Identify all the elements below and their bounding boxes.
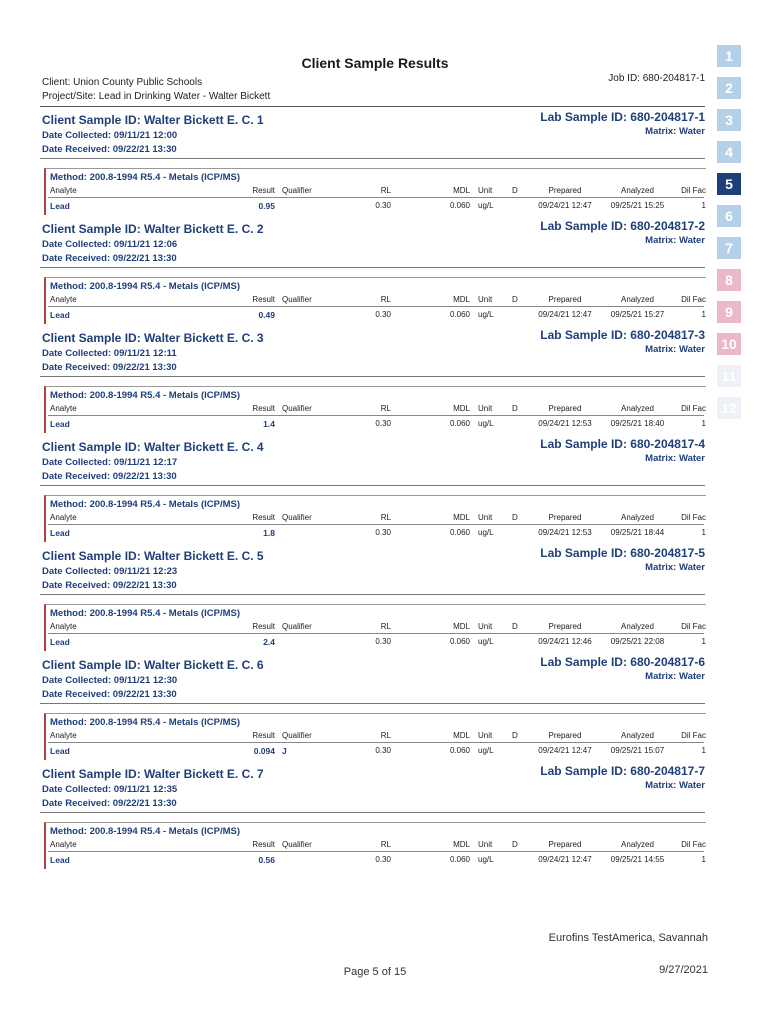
section-tab-3[interactable]: 3 — [717, 109, 741, 131]
column-header-result: Result — [252, 186, 275, 195]
header-rule — [40, 106, 705, 107]
cell-unit: ug/L — [478, 528, 494, 537]
date-collected: Date Collected: 09/11/21 12:30 — [42, 675, 178, 686]
section-tab-1[interactable]: 1 — [717, 45, 741, 67]
column-rule — [48, 633, 704, 634]
client-sample-id: Client Sample ID: Walter Bickett E. C. 2 — [42, 222, 264, 236]
column-header-rl: RL — [380, 731, 391, 740]
section-tab-11[interactable]: 11 — [717, 365, 741, 387]
date-received: Date Received: 09/22/21 13:30 — [42, 798, 177, 809]
client-sample-id: Client Sample ID: Walter Bickett E. C. 5 — [42, 549, 264, 563]
section-rule — [40, 376, 705, 377]
cell-result: 0.95 — [258, 201, 275, 211]
column-header-unit: Unit — [478, 404, 493, 413]
method-name: Method: 200.8-1994 R5.4 - Metals (ICP/MS) — [50, 826, 241, 837]
cell-analyte: Lead — [50, 746, 70, 756]
column-header-result: Result — [252, 295, 275, 304]
cell-analyzed: 09/25/21 15:07 — [610, 746, 665, 755]
cell-mdl: 0.060 — [449, 201, 470, 210]
column-rule — [48, 524, 704, 525]
date-received: Date Received: 09/22/21 13:30 — [42, 144, 177, 155]
column-header-analyte: Analyte — [50, 731, 77, 740]
section-rule — [40, 812, 705, 813]
column-header-mdl: MDL — [453, 404, 470, 413]
method-name: Method: 200.8-1994 R5.4 - Metals (ICP/MS) — [50, 390, 241, 401]
column-header-unit: Unit — [478, 186, 493, 195]
cell-dilfac: 1 — [701, 310, 706, 319]
date-received: Date Received: 09/22/21 13:30 — [42, 689, 177, 700]
matrix: Matrix: Water — [645, 235, 705, 246]
column-header-prepared: Prepared — [548, 295, 582, 304]
cell-dilfac: 1 — [701, 528, 706, 537]
cell-prepared: 09/24/21 12:47 — [538, 310, 592, 319]
lab-sample-id: Lab Sample ID: 680-204817-5 — [540, 546, 705, 560]
column-header-analyzed: Analyzed — [621, 731, 654, 740]
matrix: Matrix: Water — [645, 671, 705, 682]
column-header-qualifier: Qualifier — [282, 404, 312, 413]
section-rule — [40, 703, 705, 704]
section-tab-8[interactable]: 8 — [717, 269, 741, 291]
cell-result: 1.4 — [263, 419, 275, 429]
client-sample-id: Client Sample ID: Walter Bickett E. C. 7 — [42, 767, 264, 781]
column-header-rl: RL — [380, 622, 391, 631]
cell-analyzed: 09/25/21 15:25 — [610, 201, 665, 210]
column-header-prepared: Prepared — [548, 840, 582, 849]
cell-rl: 0.30 — [375, 201, 391, 210]
column-header-dilfac: Dil Fac — [681, 731, 706, 740]
cell-qualifier: J — [282, 746, 287, 756]
lab-sample-id: Lab Sample ID: 680-204817-3 — [540, 328, 705, 342]
cell-analyzed: 09/25/21 14:55 — [610, 855, 665, 864]
column-header-rl: RL — [380, 513, 391, 522]
column-header-rl: RL — [380, 295, 391, 304]
column-header-unit: Unit — [478, 622, 493, 631]
cell-prepared: 09/24/21 12:47 — [538, 746, 592, 755]
section-rule — [40, 485, 705, 486]
column-header-analyzed: Analyzed — [621, 840, 654, 849]
lab-sample-id: Lab Sample ID: 680-204817-4 — [540, 437, 705, 451]
cell-mdl: 0.060 — [449, 746, 470, 755]
column-header-qualifier: Qualifier — [282, 513, 312, 522]
column-header-analyzed: Analyzed — [621, 622, 654, 631]
column-header-qualifier: Qualifier — [282, 622, 312, 631]
method-name: Method: 200.8-1994 R5.4 - Metals (ICP/MS) — [50, 499, 241, 510]
section-tab-9[interactable]: 9 — [717, 301, 741, 323]
cell-mdl: 0.060 — [449, 637, 470, 646]
column-header-d: D — [512, 513, 518, 522]
section-tab-2[interactable]: 2 — [717, 77, 741, 99]
column-header-analyzed: Analyzed — [621, 186, 654, 195]
column-header-unit: Unit — [478, 295, 493, 304]
section-tab-5[interactable]: 5 — [717, 173, 741, 195]
cell-analyzed: 09/25/21 22:08 — [610, 637, 665, 646]
column-header-unit: Unit — [478, 840, 493, 849]
cell-result: 1.8 — [263, 528, 275, 538]
matrix: Matrix: Water — [645, 126, 705, 137]
cell-prepared: 09/24/21 12:46 — [538, 637, 592, 646]
column-header-mdl: MDL — [453, 622, 470, 631]
column-header-dilfac: Dil Fac — [681, 404, 706, 413]
cell-rl: 0.30 — [375, 310, 391, 319]
section-tab-4[interactable]: 4 — [717, 141, 741, 163]
column-header-rl: RL — [380, 840, 391, 849]
column-header-d: D — [512, 404, 518, 413]
cell-unit: ug/L — [478, 201, 494, 210]
column-header-prepared: Prepared — [548, 731, 582, 740]
cell-unit: ug/L — [478, 855, 494, 864]
cell-dilfac: 1 — [701, 637, 706, 646]
date-collected: Date Collected: 09/11/21 12:00 — [42, 130, 178, 141]
column-header-result: Result — [252, 513, 275, 522]
date-collected: Date Collected: 09/11/21 12:23 — [42, 566, 178, 577]
lab-sample-id: Lab Sample ID: 680-204817-6 — [540, 655, 705, 669]
client-sample-id: Client Sample ID: Walter Bickett E. C. 1 — [42, 113, 264, 127]
column-header-mdl: MDL — [453, 295, 470, 304]
cell-analyzed: 09/25/21 18:44 — [610, 528, 665, 537]
date-collected: Date Collected: 09/11/21 12:06 — [42, 239, 178, 250]
column-header-prepared: Prepared — [548, 404, 582, 413]
section-rule — [40, 267, 705, 268]
cell-rl: 0.30 — [375, 637, 391, 646]
column-header-d: D — [512, 622, 518, 631]
cell-analyzed: 09/25/21 15:27 — [610, 310, 665, 319]
cell-dilfac: 1 — [701, 855, 706, 864]
cell-result: 0.56 — [258, 855, 275, 865]
cell-analyte: Lead — [50, 201, 70, 211]
method-name: Method: 200.8-1994 R5.4 - Metals (ICP/MS) — [50, 608, 241, 619]
cell-unit: ug/L — [478, 746, 494, 755]
column-header-mdl: MDL — [453, 513, 470, 522]
column-header-analyzed: Analyzed — [621, 513, 654, 522]
cell-dilfac: 1 — [701, 201, 706, 210]
client-sample-id: Client Sample ID: Walter Bickett E. C. 4 — [42, 440, 264, 454]
cell-prepared: 09/24/21 12:47 — [538, 201, 592, 210]
column-header-d: D — [512, 731, 518, 740]
lab-sample-id: Lab Sample ID: 680-204817-2 — [540, 219, 705, 233]
column-rule — [48, 742, 704, 743]
section-rule — [40, 158, 705, 159]
column-header-d: D — [512, 840, 518, 849]
column-rule — [48, 415, 704, 416]
date-collected: Date Collected: 09/11/21 12:11 — [42, 348, 177, 359]
cell-analyte: Lead — [50, 528, 70, 538]
column-header-analyzed: Analyzed — [621, 295, 654, 304]
column-header-result: Result — [252, 622, 275, 631]
date-received: Date Received: 09/22/21 13:30 — [42, 580, 177, 591]
column-rule — [48, 306, 704, 307]
cell-unit: ug/L — [478, 310, 494, 319]
cell-analyte: Lead — [50, 310, 70, 320]
column-header-qualifier: Qualifier — [282, 295, 312, 304]
column-header-unit: Unit — [478, 513, 493, 522]
matrix: Matrix: Water — [645, 562, 705, 573]
client-name: Client: Union County Public Schools — [42, 77, 203, 88]
column-header-rl: RL — [380, 186, 391, 195]
date-received: Date Received: 09/22/21 13:30 — [42, 362, 177, 373]
job-id: Job ID: 680-204817-1 — [608, 73, 705, 84]
date-received: Date Received: 09/22/21 13:30 — [42, 253, 177, 264]
lab-sample-id: Lab Sample ID: 680-204817-7 — [540, 764, 705, 778]
column-header-analyzed: Analyzed — [621, 404, 654, 413]
column-header-qualifier: Qualifier — [282, 840, 312, 849]
column-header-rl: RL — [380, 404, 391, 413]
column-header-analyte: Analyte — [50, 295, 77, 304]
cell-dilfac: 1 — [701, 746, 706, 755]
column-header-mdl: MDL — [453, 731, 470, 740]
lab-sample-id: Lab Sample ID: 680-204817-1 — [540, 110, 705, 124]
cell-result: 0.094 — [253, 746, 275, 756]
cell-analyte: Lead — [50, 419, 70, 429]
footer-page: Page 5 of 15 — [343, 966, 407, 978]
column-header-qualifier: Qualifier — [282, 186, 312, 195]
column-header-analyte: Analyte — [50, 513, 77, 522]
column-header-qualifier: Qualifier — [282, 731, 312, 740]
matrix: Matrix: Water — [645, 780, 705, 791]
method-name: Method: 200.8-1994 R5.4 - Metals (ICP/MS) — [50, 172, 241, 183]
cell-unit: ug/L — [478, 637, 494, 646]
column-header-mdl: MDL — [453, 840, 470, 849]
cell-analyzed: 09/25/21 18:40 — [610, 419, 665, 428]
date-received: Date Received: 09/22/21 13:30 — [42, 471, 177, 482]
column-header-dilfac: Dil Fac — [681, 295, 706, 304]
footer-company: Eurofins TestAmerica, Savannah — [548, 932, 708, 944]
footer-date: 9/27/2021 — [659, 964, 708, 976]
column-header-analyte: Analyte — [50, 622, 77, 631]
cell-analyte: Lead — [50, 855, 70, 865]
column-header-result: Result — [252, 404, 275, 413]
cell-rl: 0.30 — [375, 419, 391, 428]
matrix: Matrix: Water — [645, 344, 705, 355]
report-title: Client Sample Results — [301, 55, 449, 71]
column-header-unit: Unit — [478, 731, 493, 740]
method-name: Method: 200.8-1994 R5.4 - Metals (ICP/MS) — [50, 717, 241, 728]
column-header-dilfac: Dil Fac — [681, 622, 706, 631]
column-header-dilfac: Dil Fac — [681, 186, 706, 195]
column-rule — [48, 197, 704, 198]
column-header-d: D — [512, 295, 518, 304]
section-tab-10[interactable]: 10 — [717, 333, 741, 355]
cell-mdl: 0.060 — [449, 528, 470, 537]
column-header-prepared: Prepared — [548, 513, 582, 522]
cell-mdl: 0.060 — [449, 855, 470, 864]
column-header-analyte: Analyte — [50, 186, 77, 195]
matrix: Matrix: Water — [645, 453, 705, 464]
cell-rl: 0.30 — [375, 855, 391, 864]
cell-result: 0.49 — [258, 310, 275, 320]
cell-rl: 0.30 — [375, 746, 391, 755]
cell-prepared: 09/24/21 12:47 — [538, 855, 592, 864]
cell-unit: ug/L — [478, 419, 494, 428]
column-header-prepared: Prepared — [548, 622, 582, 631]
column-header-prepared: Prepared — [548, 186, 582, 195]
cell-mdl: 0.060 — [449, 310, 470, 319]
cell-prepared: 09/24/21 12:53 — [538, 419, 592, 428]
client-sample-id: Client Sample ID: Walter Bickett E. C. 6 — [42, 658, 264, 672]
column-header-dilfac: Dil Fac — [681, 513, 706, 522]
column-header-result: Result — [252, 731, 275, 740]
cell-mdl: 0.060 — [449, 419, 470, 428]
column-header-analyte: Analyte — [50, 404, 77, 413]
cell-result: 2.4 — [263, 637, 275, 647]
section-rule — [40, 594, 705, 595]
client-sample-id: Client Sample ID: Walter Bickett E. C. 3 — [42, 331, 264, 345]
cell-dilfac: 1 — [701, 419, 706, 428]
section-tab-7[interactable]: 7 — [717, 237, 741, 259]
column-header-d: D — [512, 186, 518, 195]
date-collected: Date Collected: 09/11/21 12:35 — [42, 784, 178, 795]
column-header-analyte: Analyte — [50, 840, 77, 849]
column-header-mdl: MDL — [453, 186, 470, 195]
section-tab-12[interactable]: 12 — [717, 397, 741, 419]
section-tab-6[interactable]: 6 — [717, 205, 741, 227]
cell-rl: 0.30 — [375, 528, 391, 537]
project-site: Project/Site: Lead in Drinking Water - Walter Bickett — [42, 91, 271, 102]
date-collected: Date Collected: 09/11/21 12:17 — [42, 457, 178, 468]
column-header-dilfac: Dil Fac — [681, 840, 706, 849]
column-header-result: Result — [252, 840, 275, 849]
method-name: Method: 200.8-1994 R5.4 - Metals (ICP/MS) — [50, 281, 241, 292]
cell-prepared: 09/24/21 12:53 — [538, 528, 592, 537]
cell-analyte: Lead — [50, 637, 70, 647]
column-rule — [48, 851, 704, 852]
